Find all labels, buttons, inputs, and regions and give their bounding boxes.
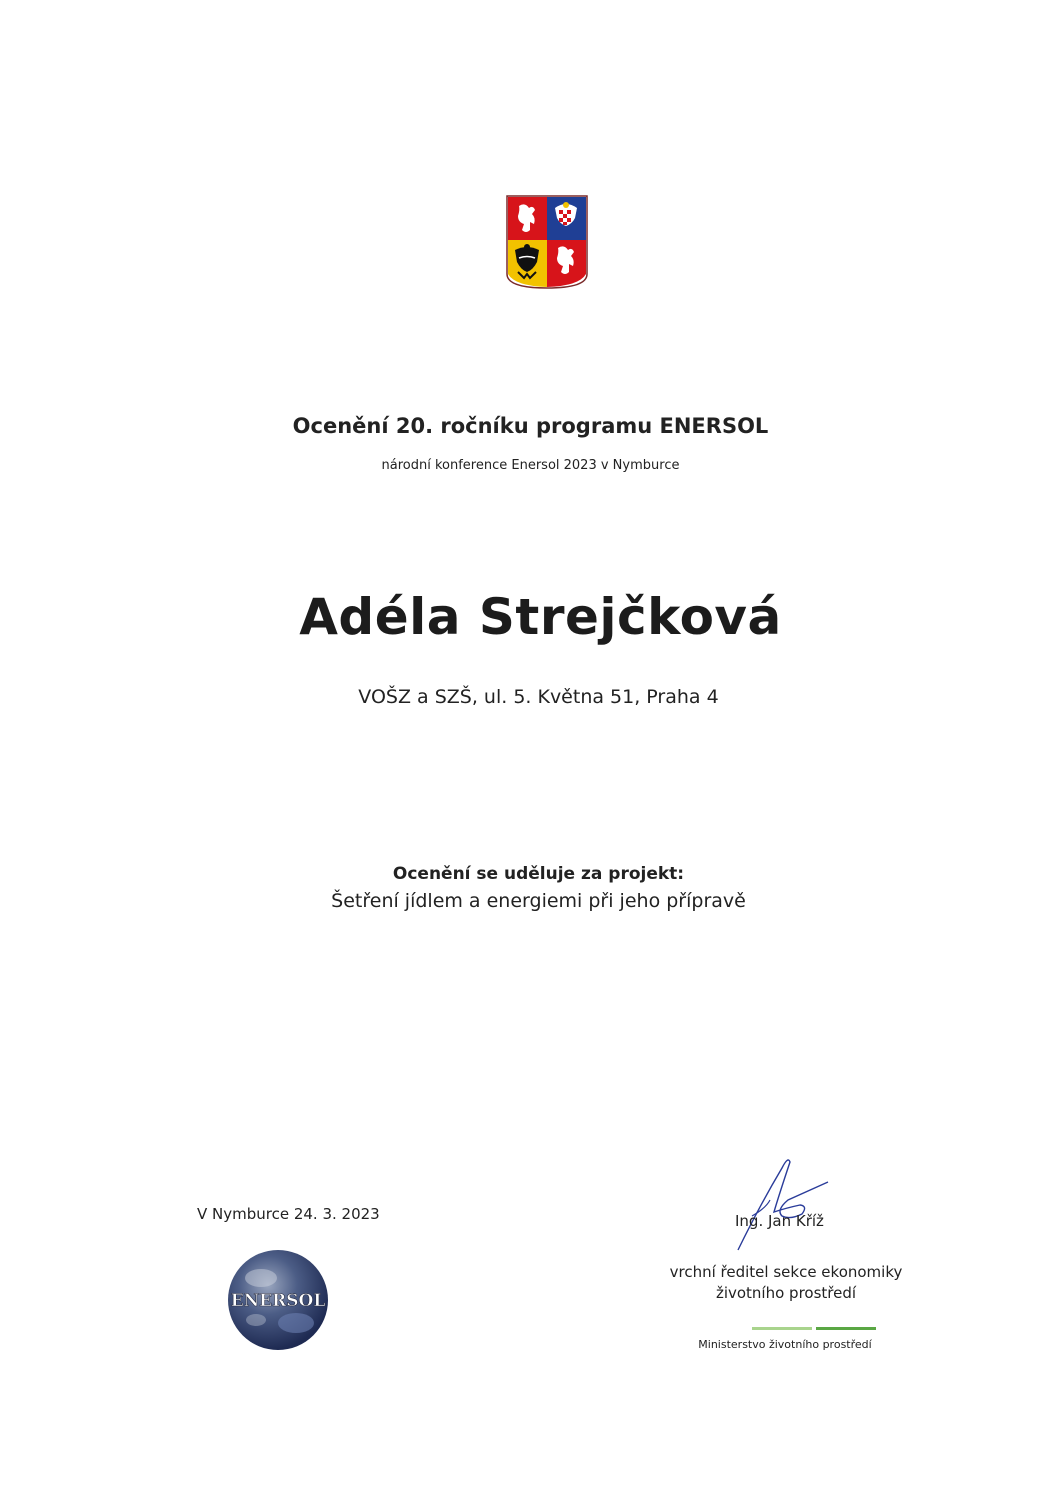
place-and-date: V Nymburce 24. 3. 2023 [197,1205,380,1223]
conference-subtitle: národní konference Enersol 2023 v Nymburce [381,458,680,473]
award-title: Ocenění 20. ročníku programu ENERSOL [292,414,769,438]
czech-coat-of-arms-icon [505,194,589,290]
project-title: Šetření jídlem a energiemi při jeho přípravě [331,890,746,912]
signature-icon [730,1150,840,1255]
project-label: Ocenění se uděluje za projekt: [392,864,685,884]
ministry-name: Ministerstvo životního prostředí [698,1338,872,1351]
signer-position-line1: vrchní ředitel sekce ekonomiky [669,1263,903,1281]
awardee-name: Adéla Strejčková [299,588,782,646]
enersol-logo-text: ENERSOL [230,1291,326,1311]
awardee-school: VOŠZ a SZŠ, ul. 5. Května 51, Praha 4 [358,686,719,708]
signer-name: Ing. Jan Kříž [735,1212,824,1230]
enersol-logo [226,1248,330,1352]
ministry-logo-bar [752,1327,876,1330]
signer-position-line2: životního prostředí [715,1284,857,1302]
